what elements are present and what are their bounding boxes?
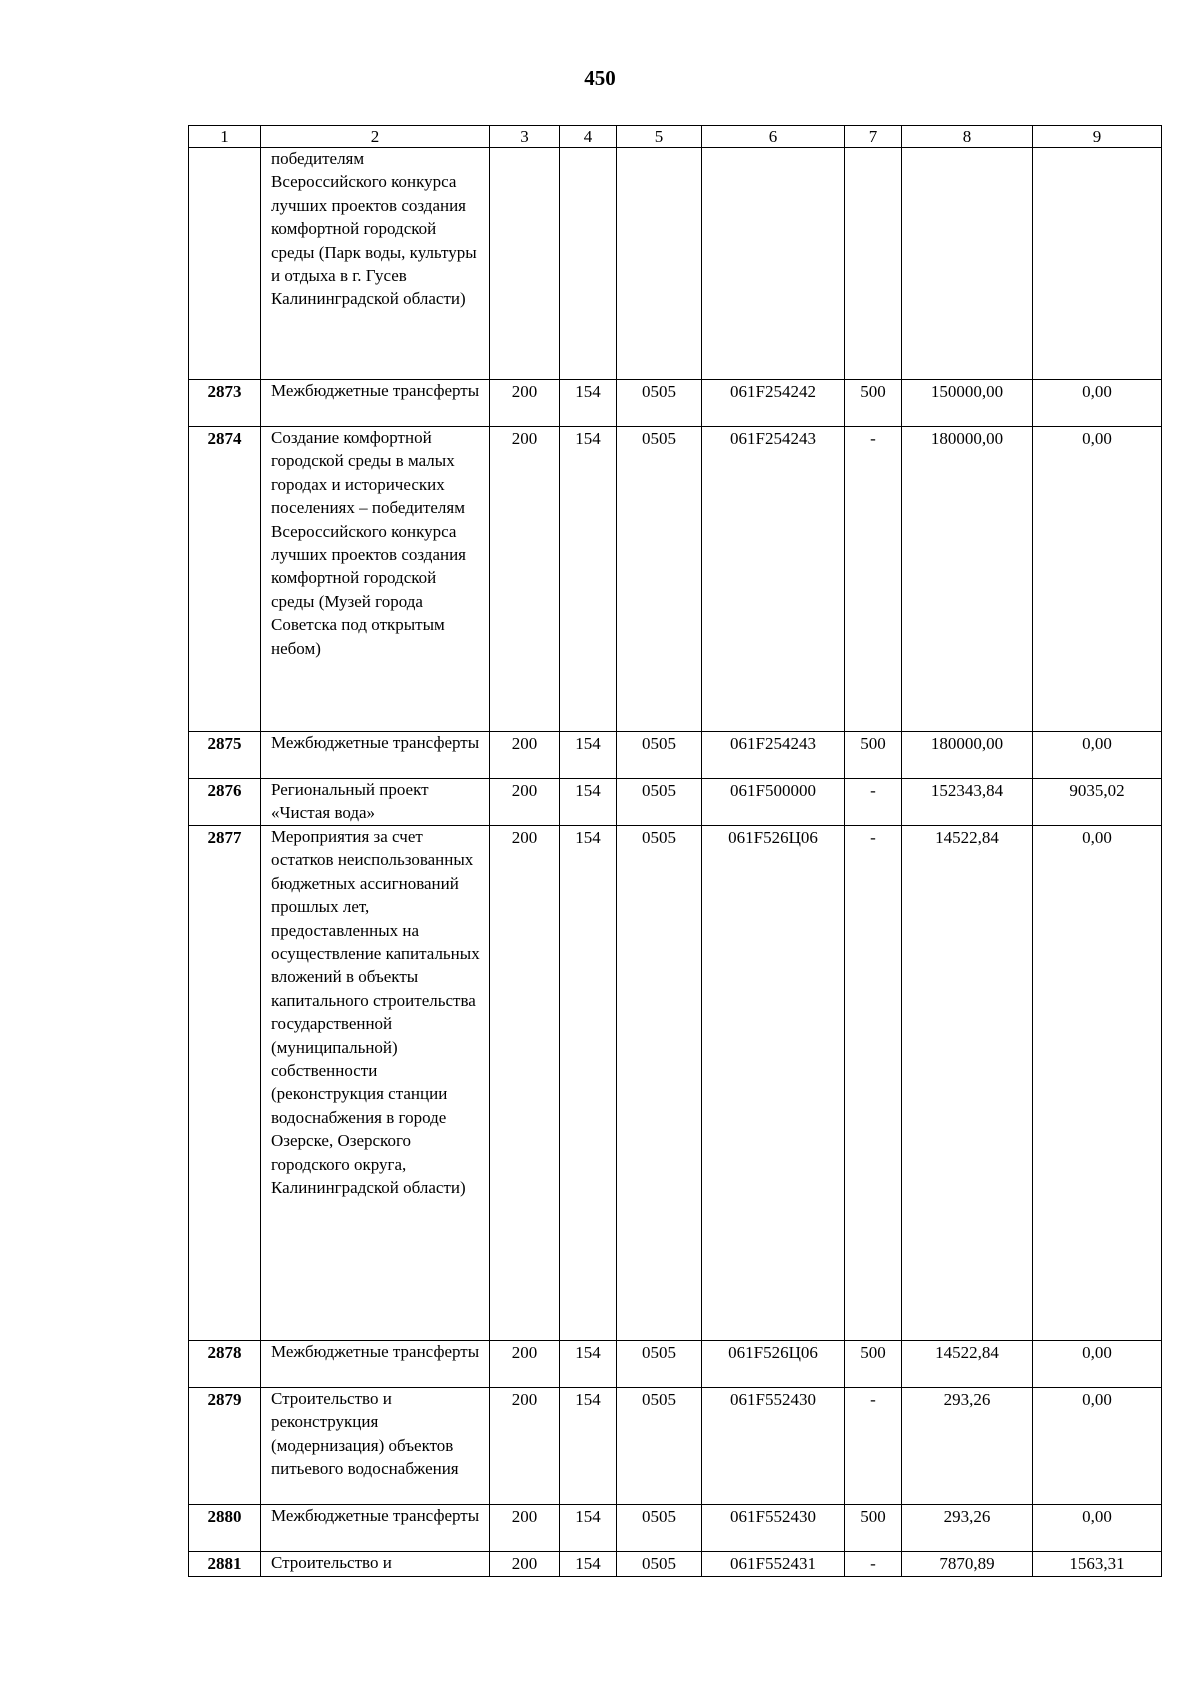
row-col-7: 500: [845, 732, 902, 779]
row-col-5: 0505: [617, 826, 702, 1341]
header-col-5: 5: [617, 126, 702, 148]
row-description: победителям Всероссийского конкурса лучших проектов создания комфортной городской среды (Парк воды, культуры и отдыха в г. Гусев Калининградской области): [271, 149, 477, 309]
row-description: Межбюджетные трансферты: [271, 381, 480, 400]
row-id: 2875: [189, 732, 261, 779]
row-col-9: 0,00: [1033, 1388, 1162, 1505]
row-col-6: 061F254243: [702, 427, 845, 732]
row-col-9: 0,00: [1033, 732, 1162, 779]
header-col-2: 2: [261, 126, 490, 148]
row-col-7: 500: [845, 1341, 902, 1388]
row-col-5: 0505: [617, 380, 702, 427]
row-col-6: 061F552430: [702, 1388, 845, 1505]
table-row: [189, 732, 1162, 779]
row-id: 2880: [189, 1505, 261, 1552]
row-col-6: 061F526Ц06: [702, 826, 845, 1341]
row-col-9: 0,00: [1033, 427, 1162, 732]
table-row: [189, 826, 1162, 1341]
row-col-3: 200: [490, 779, 560, 826]
row-col-3: 200: [490, 1341, 560, 1388]
row-col-5: 0505: [617, 1505, 702, 1552]
row-col-6: 061F254242: [702, 380, 845, 427]
row-col-8: 152343,84: [902, 779, 1033, 826]
row-id: 2876: [189, 779, 261, 826]
row-col-3: 200: [490, 826, 560, 1341]
table-row: [189, 427, 1162, 732]
row-col-6: 061F254243: [702, 732, 845, 779]
table-row: [189, 1341, 1162, 1388]
row-col-9: 0,00: [1033, 380, 1162, 427]
row-col-3: 200: [490, 1552, 560, 1577]
row-col-4: 154: [560, 779, 617, 826]
row-col-5: 0505: [617, 1388, 702, 1505]
row-description: Межбюджетные трансферты: [271, 1506, 480, 1525]
row-col-8: 14522,84: [902, 1341, 1033, 1388]
row-col-4: 154: [560, 1341, 617, 1388]
row-col-9: 0,00: [1033, 826, 1162, 1341]
row-col-7: 500: [845, 380, 902, 427]
row-col-5: 0505: [617, 427, 702, 732]
header-col-4: 4: [560, 126, 617, 148]
row-col-7: [845, 148, 902, 380]
row-col-9: 0,00: [1033, 1505, 1162, 1552]
row-col-7: -: [845, 1552, 902, 1577]
row-col-4: 154: [560, 732, 617, 779]
row-col-8: 180000,00: [902, 427, 1033, 732]
row-col-4: 154: [560, 1505, 617, 1552]
row-col-8: 293,26: [902, 1505, 1033, 1552]
row-id: [189, 148, 261, 380]
row-col-8: 7870,89: [902, 1552, 1033, 1577]
row-col-6: 061F552431: [702, 1552, 845, 1577]
row-id: 2874: [189, 427, 261, 732]
row-description: Мероприятия за счет остатков неиспользованных бюджетных ассигнований прошлых лет, предоставленных на осуществление капитальных вложений в объекты капитального строительства государственной (муниципальной) собственности (реконструкция станции водоснабжения в городе Озерске, Озерского городского округа, Калининградской области): [271, 827, 480, 1198]
row-col-4: [560, 148, 617, 380]
table-row: [189, 148, 1162, 380]
row-description: Создание комфортной городской среды в малых городах и исторических поселениях – победителям Всероссийского конкурса лучших проектов создания комфортной городской среды (Музей города Советска под открытым небом): [271, 428, 467, 658]
row-col-7: -: [845, 427, 902, 732]
row-col-7: 500: [845, 1505, 902, 1552]
table-row: [189, 1505, 1162, 1552]
budget-table: [188, 125, 1162, 1577]
row-col-5: [617, 148, 702, 380]
row-col-5: 0505: [617, 779, 702, 826]
table-row: [189, 1552, 1162, 1577]
header-col-6: 6: [702, 126, 845, 148]
row-col-3: 200: [490, 1388, 560, 1505]
row-col-7: -: [845, 779, 902, 826]
row-id: 2878: [189, 1341, 261, 1388]
row-col-4: 154: [560, 1552, 617, 1577]
row-col-3: [490, 148, 560, 380]
row-col-7: -: [845, 826, 902, 1341]
header-col-3: 3: [490, 126, 560, 148]
header-col-1: 1: [189, 126, 261, 148]
row-col-9: 1563,31: [1033, 1552, 1162, 1577]
row-col-4: 154: [560, 826, 617, 1341]
header-row: [189, 126, 1162, 148]
row-col-3: 200: [490, 427, 560, 732]
header-col-8: 8: [902, 126, 1033, 148]
row-description: Региональный проект «Чистая вода»: [271, 780, 429, 823]
row-col-3: 200: [490, 1505, 560, 1552]
row-description: Межбюджетные трансферты: [271, 1342, 480, 1361]
row-col-6: [702, 148, 845, 380]
row-col-4: 154: [560, 1388, 617, 1505]
row-id: 2881: [189, 1552, 261, 1577]
page-number: 450: [584, 66, 616, 90]
row-col-9: 0,00: [1033, 1341, 1162, 1388]
row-col-8: 150000,00: [902, 380, 1033, 427]
row-id: 2879: [189, 1388, 261, 1505]
table-row: [189, 380, 1162, 427]
row-col-8: [902, 148, 1033, 380]
row-col-5: 0505: [617, 1552, 702, 1577]
table-row: [189, 1388, 1162, 1505]
row-col-8: 180000,00: [902, 732, 1033, 779]
row-col-6: 061F526Ц06: [702, 1341, 845, 1388]
row-col-7: -: [845, 1388, 902, 1505]
row-description: Строительство и реконструкция (модернизация) объектов питьевого водоснабжения: [271, 1389, 459, 1479]
row-id: 2877: [189, 826, 261, 1341]
header-col-7: 7: [845, 126, 902, 148]
row-description: Межбюджетные трансферты: [271, 733, 480, 752]
row-col-3: 200: [490, 380, 560, 427]
row-col-5: 0505: [617, 732, 702, 779]
header-col-9: 9: [1033, 126, 1162, 148]
row-col-8: 293,26: [902, 1388, 1033, 1505]
row-col-6: 061F500000: [702, 779, 845, 826]
row-col-4: 154: [560, 427, 617, 732]
row-id: 2873: [189, 380, 261, 427]
row-col-3: 200: [490, 732, 560, 779]
row-col-8: 14522,84: [902, 826, 1033, 1341]
row-col-9: [1033, 148, 1162, 380]
row-col-6: 061F552430: [702, 1505, 845, 1552]
row-description: Строительство и: [271, 1553, 392, 1572]
row-col-5: 0505: [617, 1341, 702, 1388]
row-col-9: 9035,02: [1033, 779, 1162, 826]
table-row: [189, 779, 1162, 826]
row-col-4: 154: [560, 380, 617, 427]
